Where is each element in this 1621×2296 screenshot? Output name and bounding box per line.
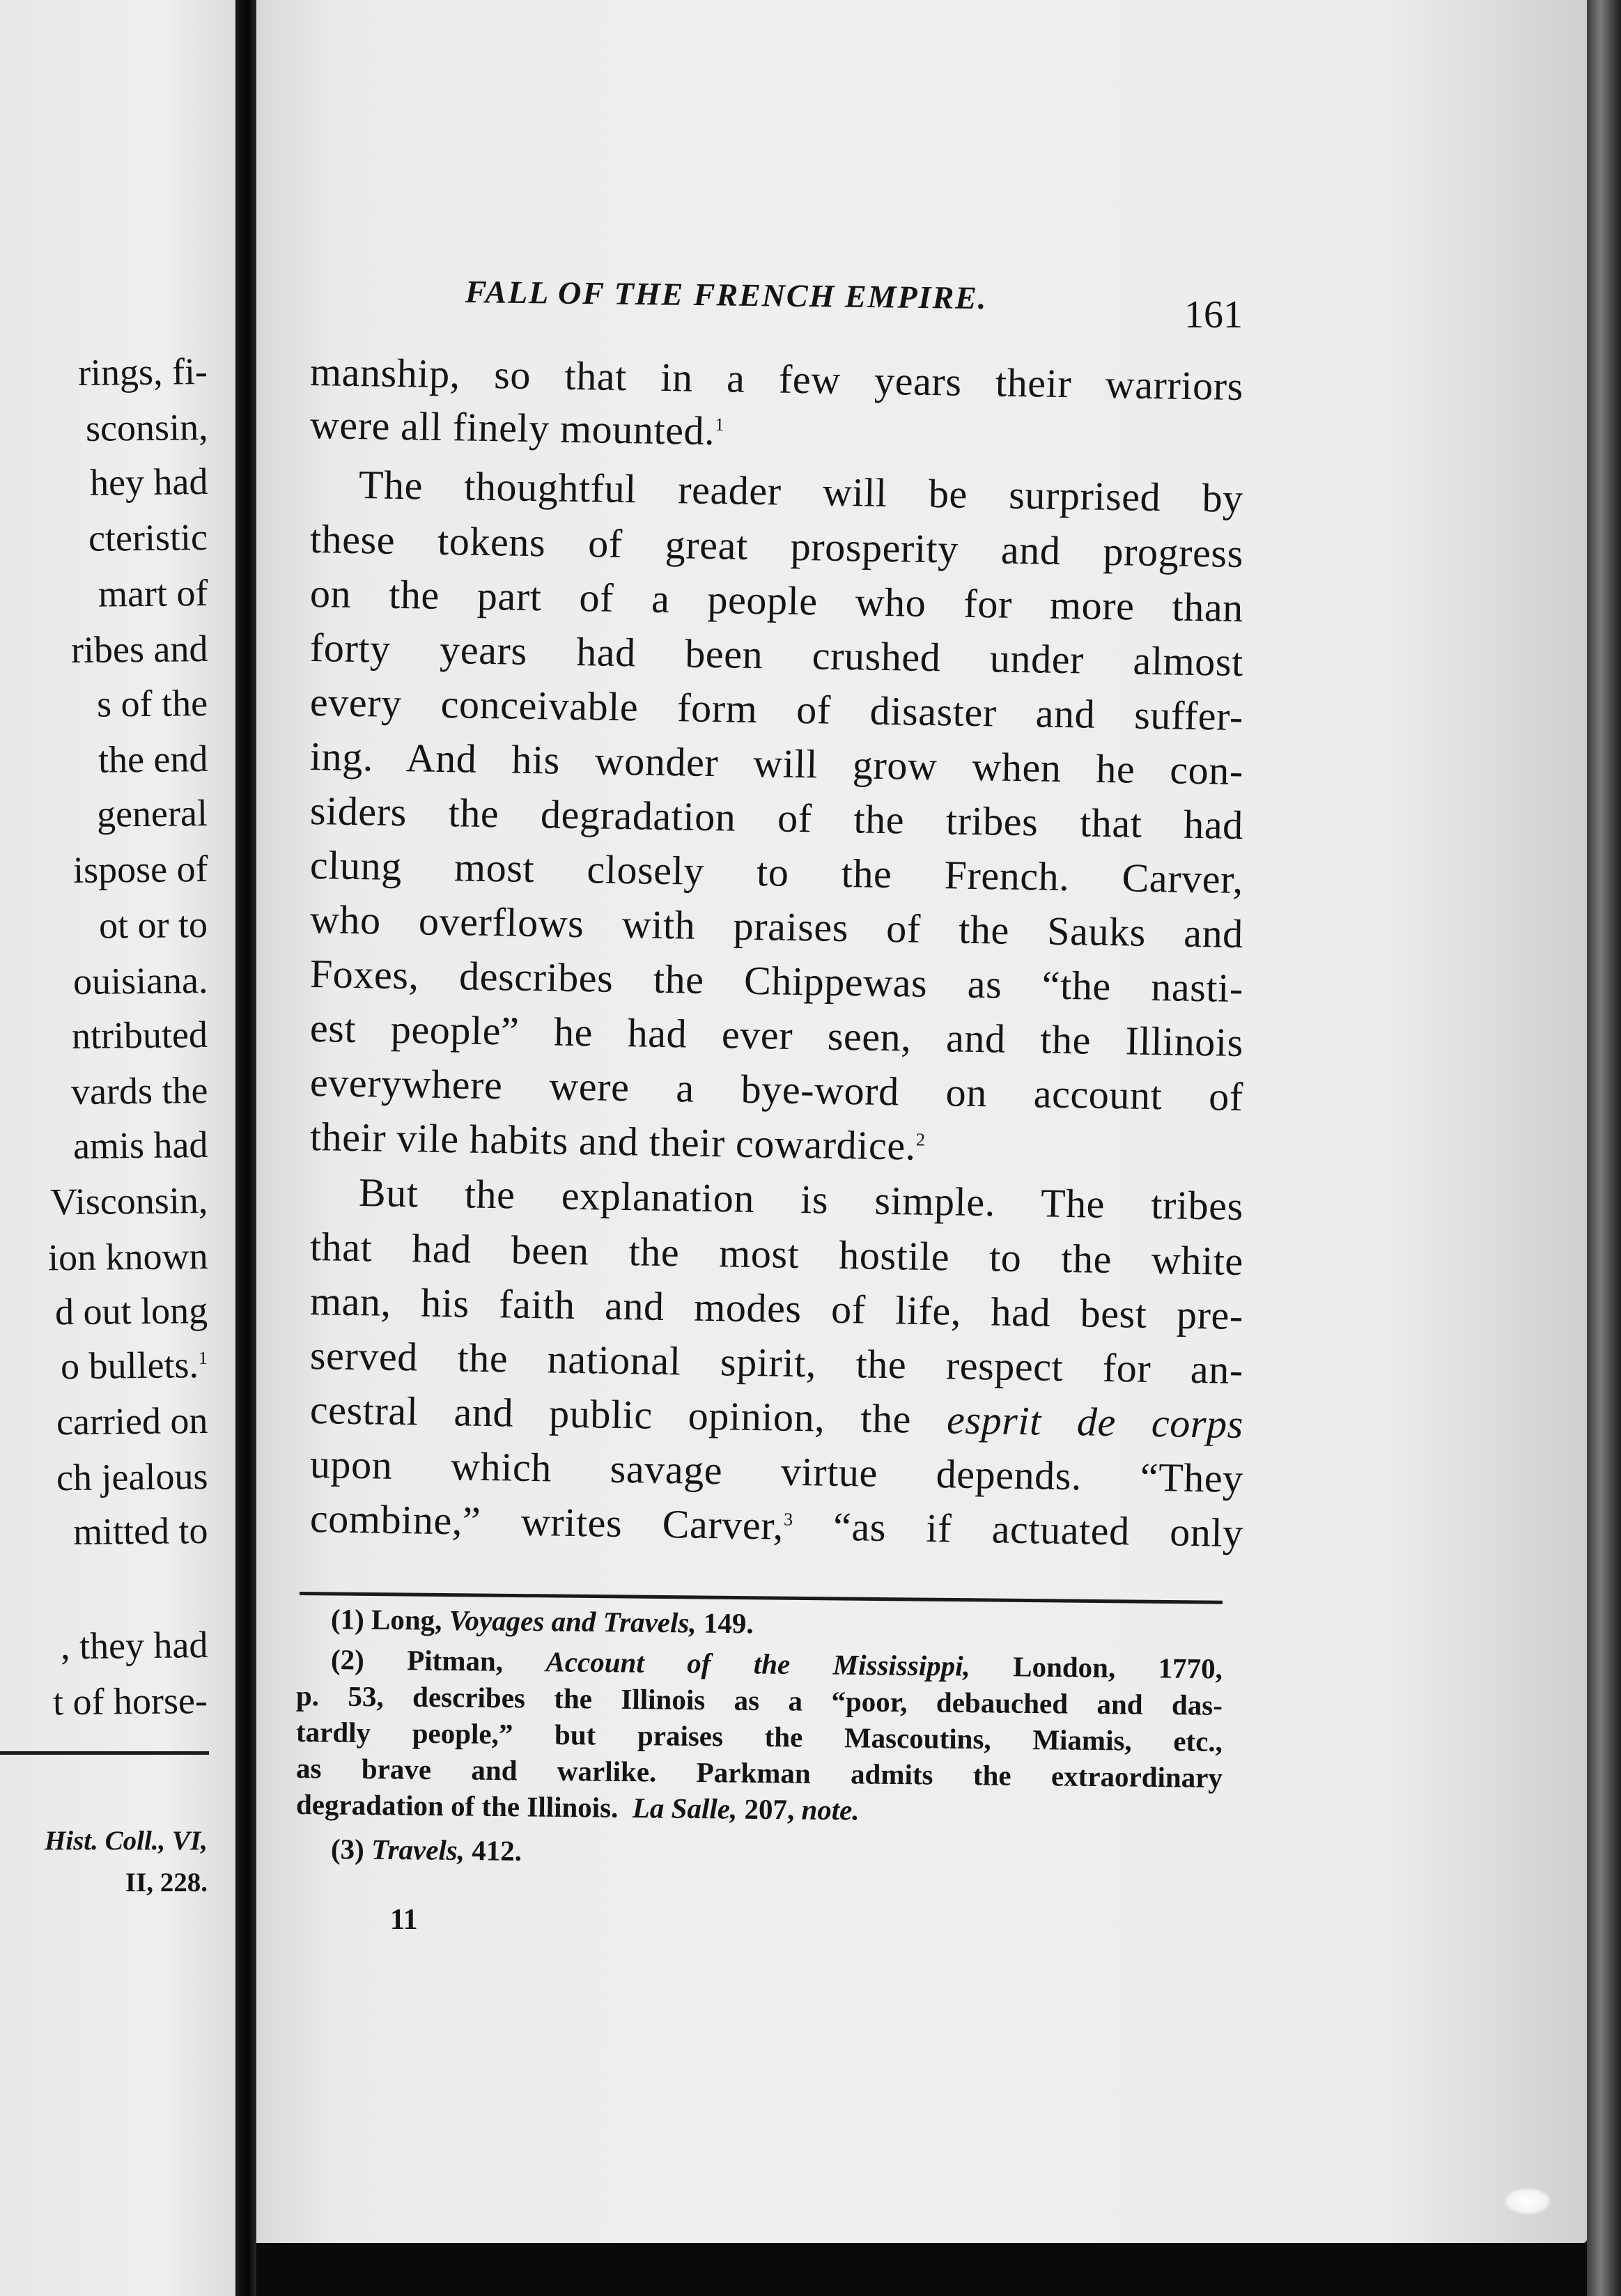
left-line: rings, fi-: [77, 350, 208, 394]
page-number: 161: [1184, 293, 1243, 336]
left-line: vards the: [70, 1069, 208, 1113]
left-footnote-line: [45, 1825, 208, 1856]
scan-border: [256, 2243, 1587, 2296]
left-line: Visconsin,: [49, 1179, 208, 1223]
body-line: everywhere were a bye-word on account of: [309, 1060, 1244, 1120]
body-line: man, his faith and modes of life, had best pre-: [309, 1278, 1244, 1339]
left-line: d out long: [54, 1289, 208, 1333]
footnote-ref: 1: [715, 414, 725, 435]
footnote-title: Travels,: [371, 1833, 465, 1867]
body-line: that had been the most hostile to the white: [309, 1224, 1244, 1285]
left-facing-page: [0, 0, 235, 2296]
left-line: ispose of: [72, 848, 208, 892]
left-line: ch jealous: [56, 1455, 208, 1499]
page-edge: [1587, 0, 1621, 2296]
left-line: the end: [98, 738, 208, 781]
left-line: mitted to: [72, 1510, 208, 1553]
body-line: But the explanation is simple. The tribes: [358, 1170, 1244, 1229]
left-footnote-line: II, 228.: [125, 1868, 208, 1898]
left-line: ion known: [47, 1235, 208, 1279]
body-line: every conceivable form of disaster and suffer-: [309, 679, 1244, 740]
signature-mark: 11: [390, 1904, 418, 1936]
footnote-text: degradation of the Illinois.: [295, 1788, 619, 1824]
body-line: on the part of a people who for more than: [309, 571, 1244, 631]
paper-blemish: [1503, 2187, 1552, 2215]
footnote-title: Account of the Mississippi,: [545, 1645, 971, 1682]
footnote-text: Pitman,: [407, 1644, 504, 1677]
body-line: The thoughtful reader will be surprised by: [358, 462, 1244, 521]
footnote-text: 412.: [472, 1834, 522, 1867]
body-line-text: were all finely mounted.: [309, 402, 715, 454]
left-footnote-rule: [0, 1751, 209, 1755]
left-line: sconsin,: [85, 406, 208, 449]
left-line: , they had: [60, 1624, 208, 1668]
footnote-ref: 1: [198, 1348, 208, 1369]
footnote-title: Voyages and Travels,: [449, 1604, 697, 1639]
body-line: served the national spirit, the respect for an-: [309, 1333, 1244, 1393]
left-line: cteristic: [88, 516, 208, 559]
left-footnote-italic: Hist. Coll., VI,: [44, 1826, 208, 1856]
left-line: mart of: [98, 572, 208, 615]
footnote-number: (3): [330, 1833, 365, 1866]
body-line: est people” he had ever seen, and the Illinois: [309, 1005, 1244, 1066]
left-line: s of the: [96, 682, 208, 725]
body-line: forty years had been crushed under almost: [309, 625, 1244, 685]
left-line: ot or to: [98, 903, 208, 947]
footnote-line: tardly people,” but praises the Mascoutins, Miamis, etc.,: [295, 1716, 1223, 1758]
body-line: who overflows with praises of the Sauks and: [309, 897, 1244, 957]
footnote-text: 149.: [703, 1606, 754, 1640]
left-line-text: o bullets.: [60, 1344, 199, 1388]
left-line: carried on: [56, 1399, 208, 1443]
left-line: ntributed: [71, 1014, 208, 1057]
footnote-note: note.: [801, 1793, 860, 1826]
body-line: ing. And his wonder will grow when he con-: [309, 734, 1244, 794]
body-line-text: their vile habits and their cowardice.: [309, 1114, 917, 1169]
body-line-text: “as if actuated only: [832, 1503, 1244, 1556]
body-line: clung most closely to the French. Carver,: [309, 842, 1244, 903]
left-line: [61, 1343, 208, 1388]
left-line: general: [96, 792, 208, 835]
body-line: upon which savage virtue depends. “They: [309, 1441, 1244, 1502]
footnote-line: as brave and warlike. Parkman admits the extraordinary: [295, 1752, 1223, 1794]
footnote-ref: 3: [783, 1509, 793, 1530]
footnote-line: p. 53, describes the Illinois as a “poor, debauched and das-: [295, 1680, 1223, 1721]
body-line: siders the degradation of the tribes that had: [309, 788, 1244, 848]
body-line: Foxes, describes the Chippewas as “the nasti-: [309, 951, 1244, 1011]
left-line: ribes and: [70, 628, 208, 672]
italic-phrase: esprit de corps: [946, 1397, 1244, 1448]
left-line: ouisiana.: [72, 959, 208, 1003]
footnote-text: London, 1770,: [1013, 1650, 1223, 1685]
footnote-number: (2): [330, 1643, 365, 1676]
left-line: t of horse-: [52, 1680, 208, 1723]
footnote-text: Long,: [371, 1603, 442, 1636]
body-line-text: cestral and public opinion, the: [309, 1387, 912, 1442]
book-gutter: [235, 0, 256, 2296]
body-line-text: combine,” writes Carver,: [309, 1496, 784, 1549]
body-line: these tokens of great prosperity and progress: [309, 516, 1244, 577]
footnote-ref: 2: [915, 1129, 926, 1150]
left-line: amis had: [72, 1124, 208, 1168]
body-line: manship, so that in a few years their warriors: [309, 349, 1244, 410]
left-line: hey had: [89, 460, 208, 504]
footnote-number: (1): [330, 1603, 365, 1636]
running-head: FALL OF THE FRENCH EMPIRE.: [465, 274, 988, 316]
footnote-text: 207,: [744, 1792, 795, 1826]
footnote-title: La Salle,: [632, 1792, 738, 1825]
